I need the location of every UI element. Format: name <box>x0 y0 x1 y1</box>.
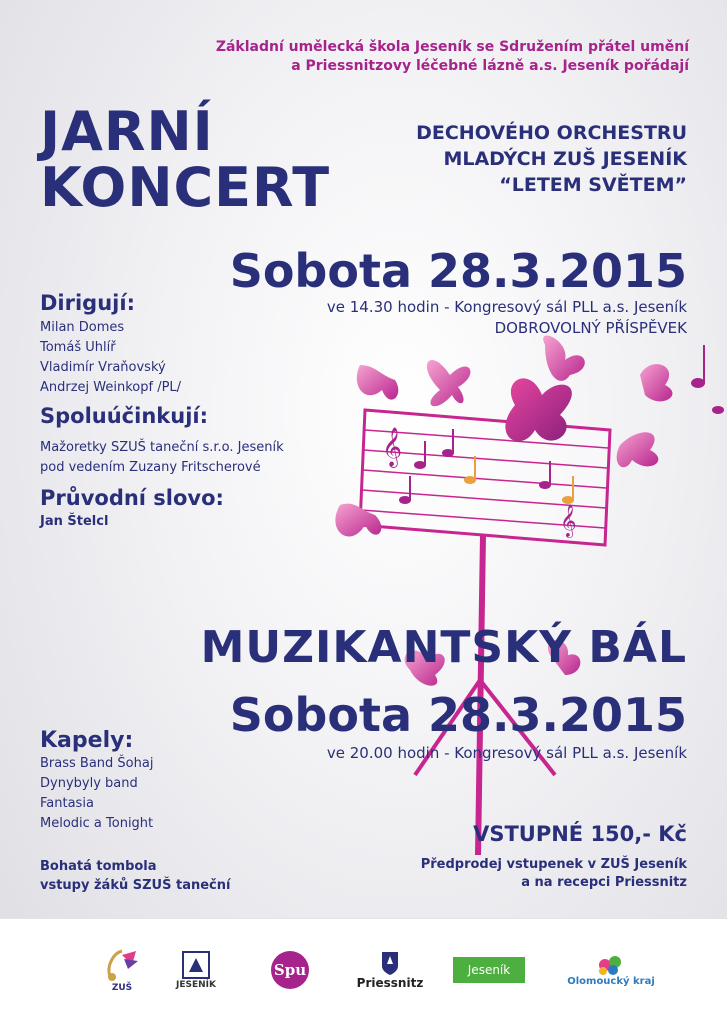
concert-title <box>40 100 331 219</box>
music-stand-illustration <box>320 335 727 895</box>
tombola-line-1: Bohatá tombola <box>40 859 157 874</box>
bands-list <box>40 754 153 834</box>
guests-list <box>40 438 284 478</box>
bird-icon <box>357 365 399 400</box>
concert-admission: DOBROVOLNÝ PŘÍSPĚVEK <box>494 319 687 337</box>
list-item: pod vedením Zuzany Fritscherové <box>40 460 261 475</box>
entry-price: VSTUPNÉ 150,- Kč <box>473 822 687 846</box>
butterfly-icon <box>505 378 571 441</box>
list-item: Milan Domes <box>40 320 125 335</box>
jesenik-logo-icon: Jeseník <box>453 939 525 1001</box>
guests-heading: Spoluúčinkují: <box>40 404 208 428</box>
list-item: Tomáš Uhlíř <box>40 340 116 355</box>
tombola-text <box>40 857 230 895</box>
butterfly-icon <box>543 336 585 381</box>
speech-name: Jan Štelcl <box>40 514 109 529</box>
speech-heading: Průvodní slovo: <box>40 486 224 510</box>
orchestra-line-1: DECHOVÉHO ORCHESTRU <box>416 122 687 144</box>
organizers-text <box>216 38 689 76</box>
orchestra-line-3: “LETEM SVĚTEM” <box>499 174 687 196</box>
concert-title-line-2: KONCERT <box>40 156 331 219</box>
butterfly-icon <box>427 360 471 406</box>
bird-icon <box>640 364 672 401</box>
conductors-heading: Dirigují: <box>40 291 135 315</box>
priessnitz-logo-icon: Priessnitz <box>352 939 428 1001</box>
ball-time-place: ve 20.00 hodin - Kongresový sál PLL a.s. Jeseník <box>326 744 687 762</box>
dum-zus-logo-icon: JESENÍK <box>176 939 216 1001</box>
orchestra-name <box>416 120 687 198</box>
list-item: Mažoretky SZUŠ taneční s.r.o. Jeseník <box>40 440 284 455</box>
bands-heading: Kapely: <box>40 728 134 753</box>
presale-line-2: a na recepci Priessnitz <box>521 875 687 890</box>
treble-clef-icon: 𝄞 <box>560 504 577 537</box>
zus-logo-icon: ZUŠ <box>96 939 148 1001</box>
spu-logo-icon: Spu <box>255 939 325 1001</box>
concert-details <box>327 297 687 339</box>
olomoucky-kraj-logo-icon: Olomoucký kraj <box>556 939 666 1001</box>
concert-title-line-1: JARNÍ <box>40 100 214 163</box>
list-item: Vladimír Vraňovský <box>40 360 166 375</box>
orchestra-line-2: MLADÝCH ZUŠ JESENÍK <box>443 148 687 170</box>
bird-icon <box>617 432 659 467</box>
presale-info <box>421 856 687 892</box>
sponsor-footer <box>0 918 727 1024</box>
list-item: Fantasia <box>40 796 94 811</box>
organizers-line-2: a Priessnitzovy léčebné lázně a.s. Jeseník pořádají <box>291 58 689 74</box>
list-item: Brass Band Šohaj <box>40 756 154 771</box>
list-item: Melodic a Tonight <box>40 816 154 831</box>
list-item: Dynybyly band <box>40 776 138 791</box>
organizers-line-1: Základní umělecká škola Jeseník se Sdružením přátel umění <box>215 39 689 55</box>
list-item: Andrzej Weinkopf /PL/ <box>40 380 182 395</box>
concert-time-place: ve 14.30 hodin - Kongresový sál PLL a.s. Jeseník <box>326 298 687 316</box>
treble-clef-icon: 𝄞 <box>382 427 403 467</box>
ball-date: Sobota 28.3.2015 <box>229 688 687 742</box>
concert-date: Sobota 28.3.2015 <box>229 244 687 298</box>
tombola-line-2: vstupy žáků SZUŠ taneční <box>40 878 231 893</box>
presale-line-1: Předprodej vstupenek v ZUŠ Jeseník <box>420 857 687 872</box>
ball-title: MUZIKANTSKÝ BÁL <box>200 622 687 673</box>
conductors-list <box>40 318 181 398</box>
